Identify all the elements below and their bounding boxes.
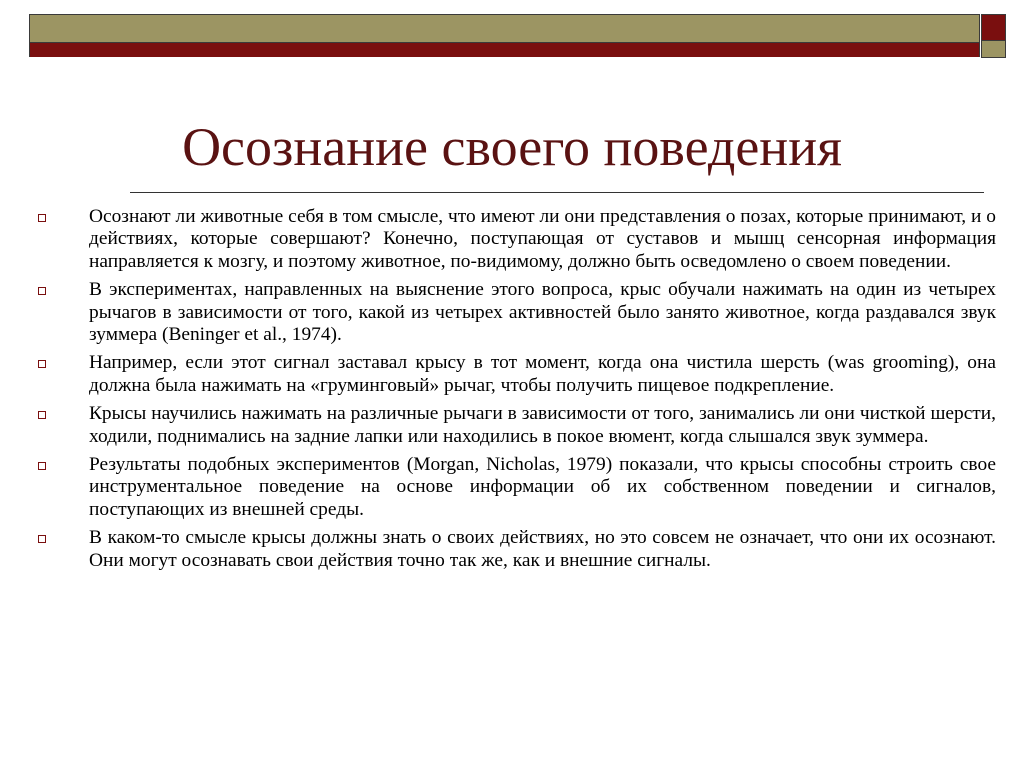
bullet-item xyxy=(38,527,996,572)
bullet-text: Результаты подобных экспериментов (Morgan, Nicholas, 1979) показали, что крысы способны строить свое инструментальное поведение на основе информации об их собственном поведении и сигналов, поступающих из внешней среды. xyxy=(89,454,996,520)
square-bullet-icon xyxy=(38,287,46,295)
bullet-text: В экспериментах, направленных на выяснение этого вопроса, крыс обучали нажимать на один из четырех рычагов в зависимости от того, какой из четырех активностей было занято животное, когда раздавался звук зуммера (Beninger et al., 1974). xyxy=(89,279,996,346)
corner-olive-square xyxy=(981,40,1006,58)
bullet-list xyxy=(38,206,996,578)
bullet-item xyxy=(38,206,996,273)
square-bullet-icon xyxy=(38,462,46,470)
bullet-item xyxy=(38,352,996,397)
bullet-item xyxy=(38,454,996,521)
corner-red-square xyxy=(981,14,1006,41)
square-bullet-icon xyxy=(38,360,46,368)
header-olive-stripe xyxy=(30,15,979,42)
slide-title: Осознание своего поведения xyxy=(182,117,842,177)
bullet-item xyxy=(38,279,996,346)
square-bullet-icon xyxy=(38,411,46,419)
bullet-item xyxy=(38,403,996,448)
square-bullet-icon xyxy=(38,535,46,543)
bullet-text: Например, если этот сигнал заставал крысу в тот момент, когда она чистила шерсть (was grooming), она должна была нажимать на «груминговый» рычаг, чтобы получить пищевое подкрепление. xyxy=(89,352,996,396)
bullet-text: Осознают ли животные себя в том смысле, что имеют ли они представления о позах, которые принимают, и о действиях, которые совершают? Конечно, поступающая от суставов и мышц сенсорная информация направляется к мозгу, и поэтому животное, по-видимому, должно быть осведомлено о своем поведении. xyxy=(89,206,996,272)
title-divider xyxy=(130,192,984,193)
bullet-text: В каком-то смысле крысы должны знать о своих действиях, но это совсем не означает, что они их осознают. Они могут осознавать свои действия точно так же, как и внешние сигналы. xyxy=(89,527,996,571)
header-red-stripe xyxy=(30,42,979,57)
bullet-text: Крысы научились нажимать на различные рычаги в зависимости от того, занимались ли они чисткой шерсти, ходили, поднимались на задние лапки или находились в покое вюмент, когда слышался звук зуммера. xyxy=(89,403,996,447)
header-decor-bar xyxy=(29,14,980,57)
square-bullet-icon xyxy=(38,214,46,222)
